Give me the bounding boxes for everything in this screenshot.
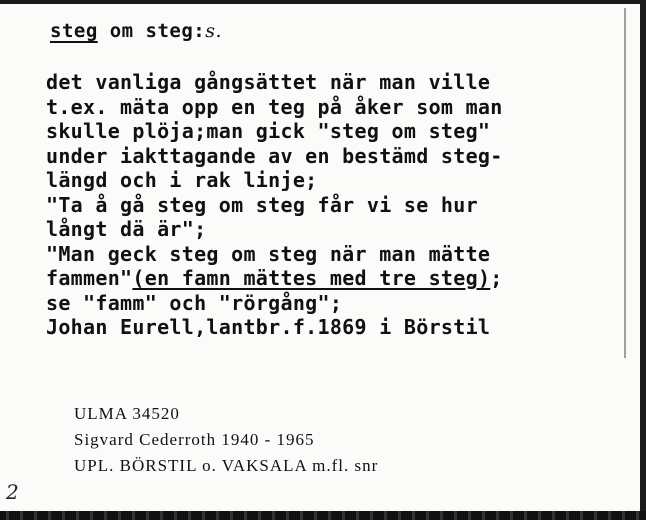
card-heading <box>50 20 222 42</box>
line9-start: fammen" <box>46 266 133 290</box>
heading-handwritten-mark: s. <box>205 20 223 42</box>
body-line: långt dä är"; <box>46 217 207 241</box>
collector-line: Sigvard Cederroth 1940 - 1965 <box>74 430 315 449</box>
body-line: "Ta å gå steg om steg får vi se hur <box>46 192 478 217</box>
card-right-edge <box>640 0 646 520</box>
card-right-margin-line <box>624 8 626 358</box>
body-line-9 <box>46 266 606 291</box>
line9-underlined-note: (en famn mättes med tre steg) <box>132 266 491 290</box>
heading-rest: om steg: <box>97 20 206 42</box>
archive-number: ULMA 34520 <box>74 404 180 423</box>
location-line: UPL. BÖRSTIL o. VAKSALA m.fl. snr <box>74 456 379 475</box>
body-line: under iakttagande av en bestämd steg- <box>46 143 503 168</box>
body-line: det vanliga gångsättet när man ville <box>46 70 491 94</box>
body-line: längd och i rak linje; <box>46 168 318 192</box>
heading-keyword: steg <box>50 20 98 42</box>
card-top-edge <box>0 0 646 4</box>
page-number: 2 <box>6 480 19 504</box>
card-bottom-edge <box>0 511 646 520</box>
body-line: t.ex. mäta opp en teg på åker som man <box>46 94 503 119</box>
cross-reference-line: se "famm" och "rörgång"; <box>46 290 343 315</box>
body-line: skulle plöja;man gick "steg om steg" <box>46 119 491 143</box>
line9-end: ; <box>490 266 503 290</box>
body-line: "Man geck steg om steg när man mätte <box>46 241 491 266</box>
informant-line: Johan Eurell,lantbr.f.1869 i Börstil <box>46 315 491 339</box>
card-body-text <box>46 70 606 340</box>
